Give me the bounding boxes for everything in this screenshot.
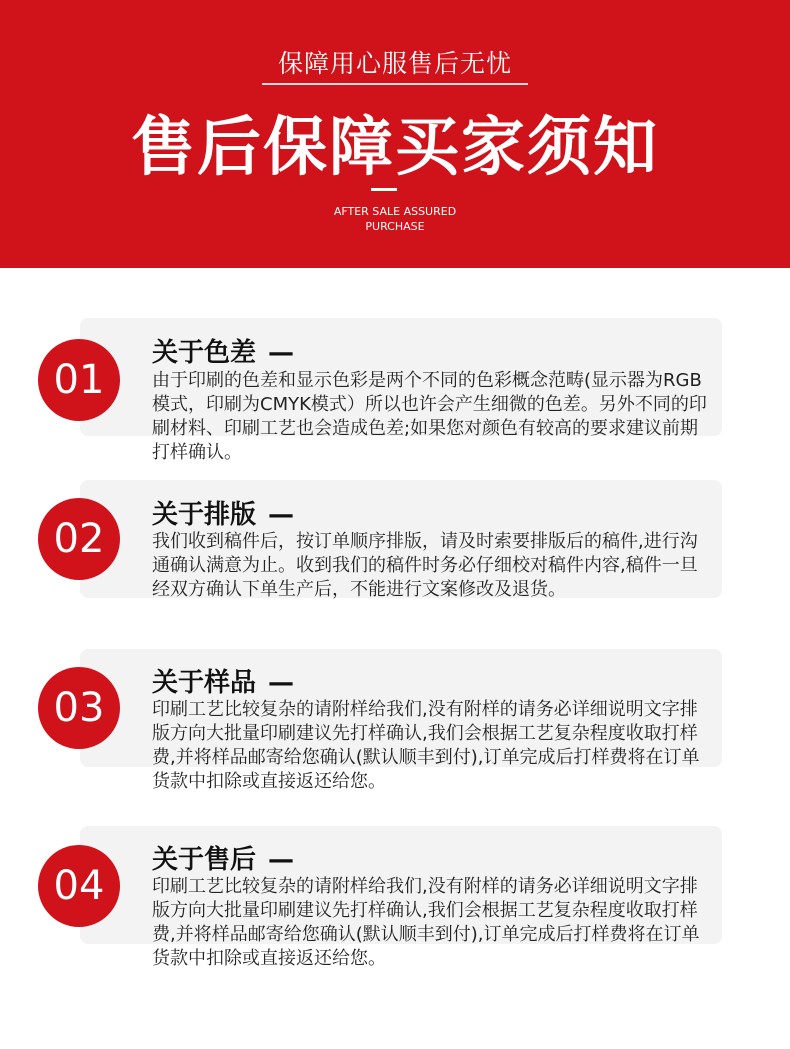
- page-title: 售后保障买家须知: [131, 111, 659, 185]
- section-title-text: 关于售后: [152, 845, 257, 875]
- title-dash: —: [268, 845, 295, 875]
- section-number-badge: 03: [38, 667, 120, 749]
- english-caption-line1: AFTER SALE ASSURED: [333, 205, 457, 218]
- section-number-badge: 01: [38, 339, 120, 421]
- section-body: 印刷工艺比较复杂的请附样给我们,没有附样的请务必详细说明文字排版方向大批量印刷建议先打样确认,我们会根据工艺复杂程度收取打样费,并将样品邮寄给您确认(默认顺丰到付),订单完成后打样费将在订单货款中扣除或直接返还给您。: [152, 876, 700, 969]
- section-title: [152, 662, 294, 699]
- section-number-badge: 04: [38, 845, 120, 927]
- subtitle-underline: [262, 83, 528, 85]
- section-title: [152, 332, 294, 369]
- header-subtitle: 保障用心服售后无忧: [277, 49, 512, 78]
- section-title-text: 关于排版: [152, 500, 257, 530]
- section-body: 我们收到稿件后，按订单顺序排版，请及时索要排版后的稿件,进行沟通确认满意为止。收到我们的稿件时务必仔细校对稿件内容,稿件一旦经双方确认下单生产后，不能进行文案修改及退货。: [152, 531, 698, 600]
- section-body: 印刷工艺比较复杂的请附样给我们,没有附样的请务必详细说明文字排版方向大批量印刷建议先打样确认,我们会根据工艺复杂程度收取打样费,并将样品邮寄给您确认(默认顺丰到付),订单完成后打样费将在订单货款中扣除或直接返还给您。: [152, 699, 700, 792]
- header-banner: [0, 0, 790, 268]
- title-dash: —: [268, 500, 295, 530]
- section-body: 由于印刷的色差和显示色彩是两个不同的色彩概念范畴(显示器为RGB模式，印刷为CMYK模式）所以也许会产生细微的色差。另外不同的印刷材料、印刷工艺也会造成色差;如果您对颜色有较高的要求建议前期打样确认。: [152, 370, 707, 463]
- english-caption-line2: PURCHASE: [365, 220, 425, 233]
- title-divider: [371, 188, 397, 191]
- section-title-text: 关于色差: [152, 338, 257, 368]
- title-dash: —: [268, 668, 295, 698]
- english-caption: [0, 204, 790, 234]
- section-number-badge: 02: [38, 498, 120, 580]
- section-title-text: 关于样品: [152, 668, 257, 698]
- section-title: [152, 839, 294, 876]
- title-dash: —: [268, 338, 295, 368]
- section-title: [152, 494, 294, 531]
